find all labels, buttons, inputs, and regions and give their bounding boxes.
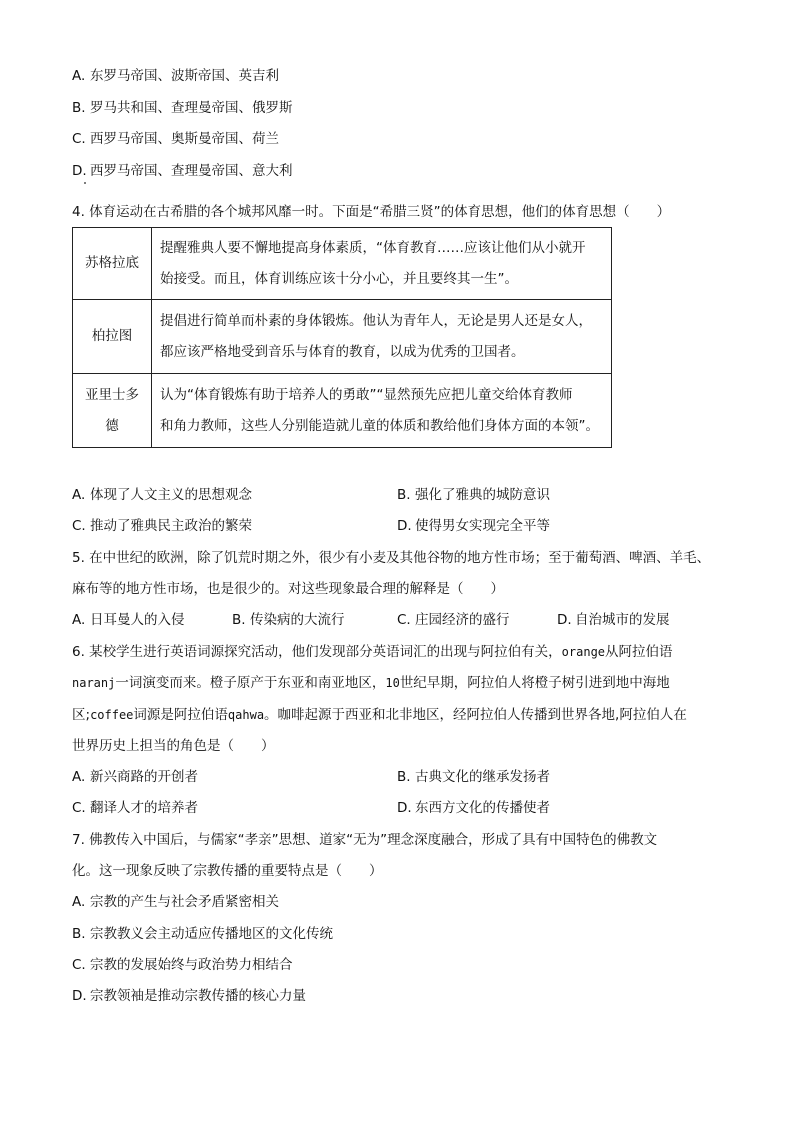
q7-stem-line1: 7. 佛教传入中国后，与儒家“孝亲”思想、道家“无为”理念深度融合，形成了具有中国特色的佛教文 bbox=[72, 832, 658, 848]
q5-option-d[interactable]: D. 自治城市的发展 bbox=[557, 612, 670, 628]
q6-option-d[interactable]: D. 东西方文化的传播使者 bbox=[397, 800, 550, 816]
philosopher-idea: 提倡进行简单而朴素的身体锻炼。他认为青年人，无论是男人还是女人， 都应该严格地受到音乐与体育的教育，以成为优秀的卫国者。 bbox=[152, 300, 612, 374]
q7-option-b[interactable]: B. 宗教教义会主动适应传播地区的文化传统 bbox=[72, 926, 333, 942]
q7-option-d[interactable]: D. 宗教领袖是推动宗教传播的核心力量 bbox=[72, 988, 306, 1004]
q6-stem-line3: 区;coffee词源是阿拉伯语qahwa。咖啡起源于西亚和北非地区，经阿拉伯人传播到世界各地,阿拉伯人在 bbox=[72, 707, 687, 723]
philosopher-name: 亚里士多 德 bbox=[73, 374, 152, 448]
q4-table bbox=[72, 227, 612, 448]
q4-option-a[interactable]: A. 体现了人文主义的思想观念 bbox=[72, 487, 252, 503]
table-row bbox=[73, 374, 612, 448]
q6-option-b[interactable]: B. 古典文化的继承发扬者 bbox=[397, 769, 550, 785]
q4-stem: 4. 体育运动在古希腊的各个城邦风靡一时。下面是“希腊三贤”的体育思想，他们的体育思想（ ） bbox=[72, 204, 671, 220]
q6-stem-line4: 世界历史上担当的角色是（ ） bbox=[72, 738, 275, 754]
q6-stem-line2: naranj一词演变而来。橙子原产于东亚和南亚地区，10世纪早期，阿拉伯人将橙子树引进到地中海地 bbox=[72, 675, 670, 691]
philosopher-name: 苏格拉底 bbox=[73, 228, 152, 300]
table-row bbox=[73, 228, 612, 300]
q4-option-d[interactable]: D. 使得男女实现完全平等 bbox=[397, 518, 550, 534]
philosopher-name: 柏拉图 bbox=[73, 300, 152, 374]
stray-mark bbox=[84, 182, 86, 184]
q4-option-c[interactable]: C. 推动了雅典民主政治的繁荣 bbox=[72, 518, 252, 534]
q5-stem-line1: 5. 在中世纪的欧洲，除了饥荒时期之外，很少有小麦及其他谷物的地方性市场；至于葡萄酒、啤酒、羊毛、 bbox=[72, 550, 711, 566]
q5-option-b[interactable]: B. 传染病的大流行 bbox=[232, 612, 345, 628]
q7-stem-line2: 化。这一现象反映了宗教传播的重要特点是（ ） bbox=[72, 863, 383, 879]
philosopher-idea: 认为“体育锻炼有助于培养人的勇敢”“显然预先应把儿童交给体育教师 和角力教师，这些人分别能造就儿童的体质和教给他们身体方面的本领”。 bbox=[152, 374, 612, 448]
q7-option-a[interactable]: A. 宗教的产生与社会矛盾紧密相关 bbox=[72, 894, 279, 910]
q6-option-a[interactable]: A. 新兴商路的开创者 bbox=[72, 769, 198, 785]
q4-option-b[interactable]: B. 强化了雅典的城防意识 bbox=[397, 487, 550, 503]
q7-option-c[interactable]: C. 宗教的发展始终与政治势力相结合 bbox=[72, 957, 293, 973]
q3-option-c[interactable]: C. 西罗马帝国、奥斯曼帝国、荷兰 bbox=[72, 131, 279, 147]
q5-option-a[interactable]: A. 日耳曼人的入侵 bbox=[72, 612, 185, 628]
q5-stem-line2: 麻布等的地方性市场，也是很少的。对这些现象最合理的解释是（ ） bbox=[72, 581, 504, 597]
q3-option-d[interactable]: D. 西罗马帝国、查理曼帝国、意大利 bbox=[72, 163, 293, 179]
q3-option-a[interactable]: A. 东罗马帝国、波斯帝国、英吉利 bbox=[72, 68, 279, 84]
q5-option-c[interactable]: C. 庄园经济的盛行 bbox=[397, 612, 510, 628]
philosopher-idea: 提醒雅典人要不懈地提高身体素质，“体育教育……应该让他们从小就开 始接受。而且，体育训练应该十分小心，并且要终其一生”。 bbox=[152, 228, 612, 300]
q6-stem-line1: 6. 某校学生进行英语词源探究活动，他们发现部分英语词汇的出现与阿拉伯有关，orange从阿拉伯语 bbox=[72, 644, 673, 660]
q6-option-c[interactable]: C. 翻译人才的培养者 bbox=[72, 800, 198, 816]
table-row bbox=[73, 300, 612, 374]
q3-option-b[interactable]: B. 罗马共和国、查理曼帝国、俄罗斯 bbox=[72, 100, 293, 116]
